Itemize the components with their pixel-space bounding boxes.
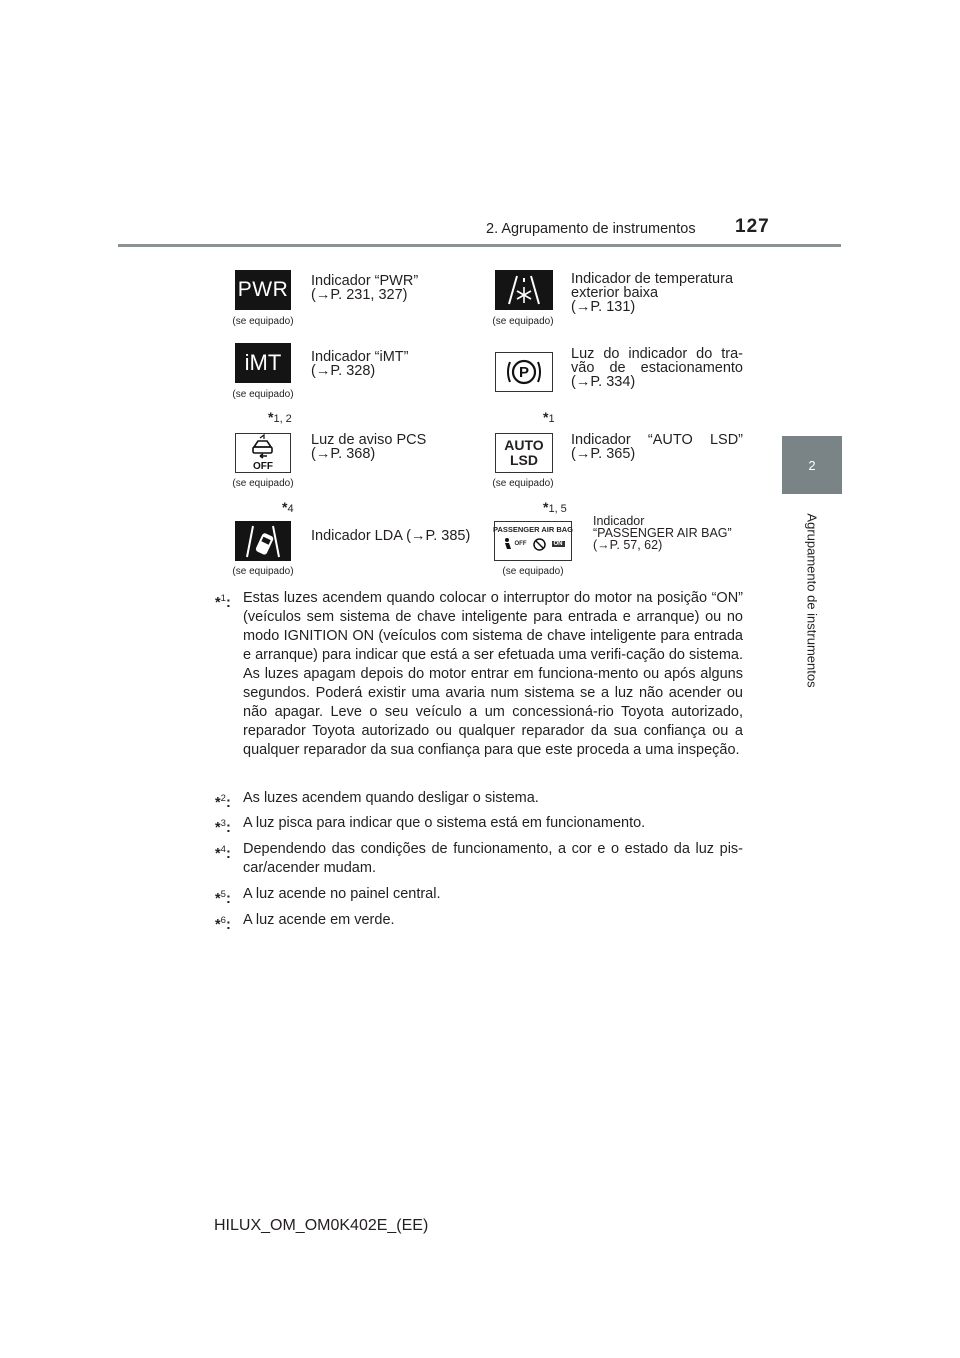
svg-text:OFF: OFF: [253, 461, 273, 472]
pwr-indicator-icon: PWR: [235, 270, 291, 310]
parking-indicator-label: Luz do indicador do tra- vão de estacionamento (→P. 334): [571, 346, 743, 390]
chapter-side-label: Agrupamento de instrumentos: [804, 513, 820, 688]
footnote: *$^5$: A luz acende no painel central.: [215, 886, 441, 907]
equip-note: (se equipado): [232, 478, 294, 489]
equip-note: (se equipado): [492, 316, 554, 327]
lane-departure-icon: [235, 521, 291, 561]
imt-indicator-icon: iMT: [235, 343, 291, 383]
equip-note: (se equipado): [232, 566, 294, 577]
footnote: *$^3$: A luz pisca para indicar que o sistema está em funcionamento.: [215, 815, 646, 836]
note-marker: *1, 5: [543, 499, 567, 515]
footnote: *$^4$: Dependendo das condições de funcionamento, a cor e o estado da luz pis-car/acender mudam.: [215, 841, 743, 876]
note-marker: *1: [543, 409, 555, 425]
pcs-off-icon: [235, 433, 291, 473]
imt-indicator-label: Indicador “iMT” (→P. 328): [311, 349, 409, 379]
note-marker: *4: [282, 499, 294, 515]
document-code: HILUX_OM_OM0K402E_(EE): [214, 1217, 429, 1234]
parking-brake-icon: [495, 352, 553, 392]
passenger-airbag-icon: PASSENGER AIR BAG OFF ON: [494, 521, 572, 561]
footnote: *$^1$: Estas luzes acendem quando colocar o interruptor do motor na posição “ON” (veículos sem sistema de chave inteligente para entrada e arranque) ou no modo IGNITION ON (veículos com sistema de chave inteligente para entrada e arranque) para indicar que está a ser efetuada uma verifi-cação do sistema. As luzes apagam depois do motor entrar em funciona-mento ou após alguns segundos. Poderá existir uma avaria num sistema se a luz não acender ou não apagar. Leve o seu veículo a um concessioná-rio Toyota autorizado, reparador Toyota autorizado ou qualquer reparador da sua confiança ou a qualquer reparador da sua confiança para que este proceda a uma inspeção.: [215, 590, 743, 758]
auto-lsd-icon: AUTO LSD: [495, 433, 553, 473]
section-title: 2. Agrupamento de instrumentos: [486, 221, 696, 237]
footnote: *$^2$: As luzes acendem quando desligar o sistema.: [215, 790, 539, 811]
pwr-indicator-label: Indicador “PWR” (→P. 231, 327): [311, 273, 419, 303]
pcs-warning-label: Luz de aviso PCS (→P. 368): [311, 432, 427, 462]
equip-note: (se equipado): [232, 316, 294, 327]
equip-note: (se equipado): [492, 478, 554, 489]
equip-note: (se equipado): [502, 566, 564, 577]
footnote: *$^6$: A luz acende em verde.: [215, 912, 395, 933]
snowflake-road-icon: [495, 270, 553, 310]
page-number: 127: [735, 216, 770, 237]
note-marker: *1, 2: [268, 409, 292, 425]
chapter-tab: 2: [782, 436, 842, 494]
low-temp-indicator-label: Indicador de temperatura exterior baixa (→P. 131): [571, 271, 734, 315]
svg-text:P: P: [518, 364, 530, 381]
passenger-airbag-indicator-label: Indicador “PASSENGER AIR BAG” (→P. 57, 62): [593, 514, 732, 552]
equip-note: (se equipado): [232, 389, 294, 400]
auto-lsd-indicator-label: Indicador “AUTO LSD” (→P. 365): [571, 432, 743, 462]
lda-indicator-label: Indicador LDA (→P. 385): [311, 528, 471, 544]
header-divider: [118, 244, 841, 247]
